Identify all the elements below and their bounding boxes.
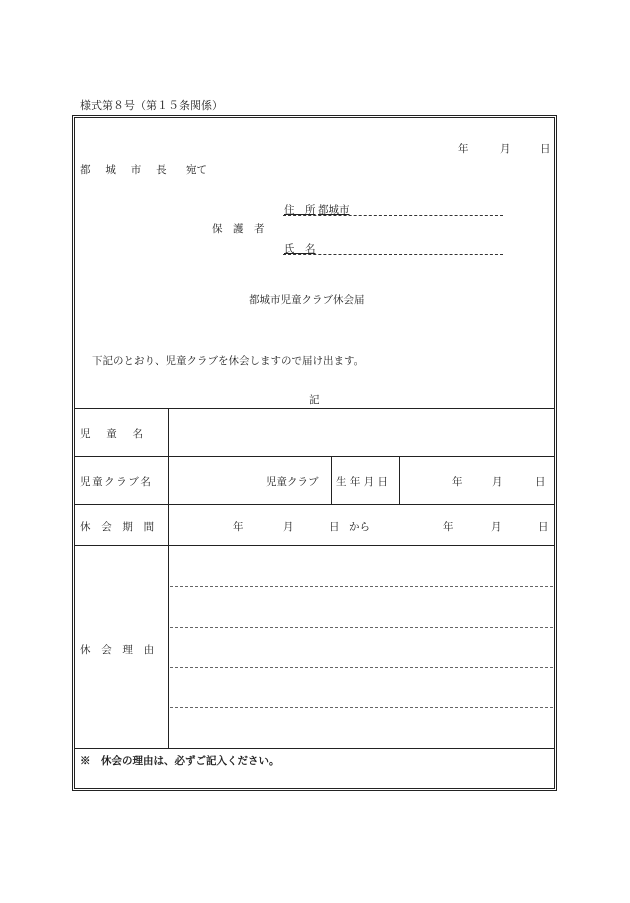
period-to-day: 日 xyxy=(538,521,549,533)
label-column-divider xyxy=(168,408,169,748)
reason-line-3[interactable] xyxy=(170,667,553,668)
address-line xyxy=(283,202,503,216)
row-line-3 xyxy=(74,545,554,546)
reason-line-2[interactable] xyxy=(170,627,553,628)
reason-note: ※ 休会の理由は、必ずご記入ください。 xyxy=(80,755,280,767)
row-line-4 xyxy=(74,748,554,749)
club-name-divider xyxy=(331,456,332,504)
period-label: 休 会 期 間 xyxy=(80,521,158,533)
date-month-label: 月 xyxy=(500,143,511,155)
club-name-label: 児童クラブ名 xyxy=(80,476,153,488)
ki-label: 記 xyxy=(309,394,320,406)
period-from-year: 年 xyxy=(233,521,244,533)
period-from-month: 月 xyxy=(283,521,294,533)
address-label: 住 所 xyxy=(284,204,316,216)
name-label: 氏 名 xyxy=(284,243,316,255)
name-line[interactable] xyxy=(283,241,503,255)
birthdate-divider xyxy=(399,456,400,504)
date-day-label: 日 xyxy=(540,143,551,155)
period-to-year: 年 xyxy=(443,521,454,533)
period-from-suffix: から xyxy=(349,521,370,533)
reason-line-1[interactable] xyxy=(170,586,553,587)
reason-line-4[interactable] xyxy=(170,707,553,708)
child-name-label: 児 童 名 xyxy=(80,428,146,440)
date-year-label: 年 xyxy=(458,143,469,155)
club-name-suffix: 児童クラブ xyxy=(266,476,319,488)
birth-day-label: 日 xyxy=(535,476,546,488)
birth-month-label: 月 xyxy=(492,476,503,488)
child-name-field[interactable] xyxy=(170,410,552,454)
row-line-2 xyxy=(74,504,554,505)
table-top-line xyxy=(74,408,554,409)
reason-label: 休 会 理 由 xyxy=(80,644,158,656)
period-from-day: 日 xyxy=(329,521,340,533)
period-to-month: 月 xyxy=(491,521,502,533)
birth-year-label: 年 xyxy=(452,476,463,488)
form-label: 様式第８号（第１５条関係） xyxy=(80,99,223,112)
addressee-name: 都 城 市 長 xyxy=(80,164,173,176)
document-title: 都城市児童クラブ休会届 xyxy=(249,294,365,306)
addressee-suffix: 宛て xyxy=(186,164,207,176)
row-line-1 xyxy=(74,456,554,457)
birthdate-label: 生 年 月 日 xyxy=(336,476,389,488)
guardian-label: 保 護 者 xyxy=(212,223,265,235)
statement-text: 下記のとおり、児童クラブを休会しますので届け出ます。 xyxy=(92,355,365,367)
address-value[interactable]: 都城市 xyxy=(318,204,350,216)
